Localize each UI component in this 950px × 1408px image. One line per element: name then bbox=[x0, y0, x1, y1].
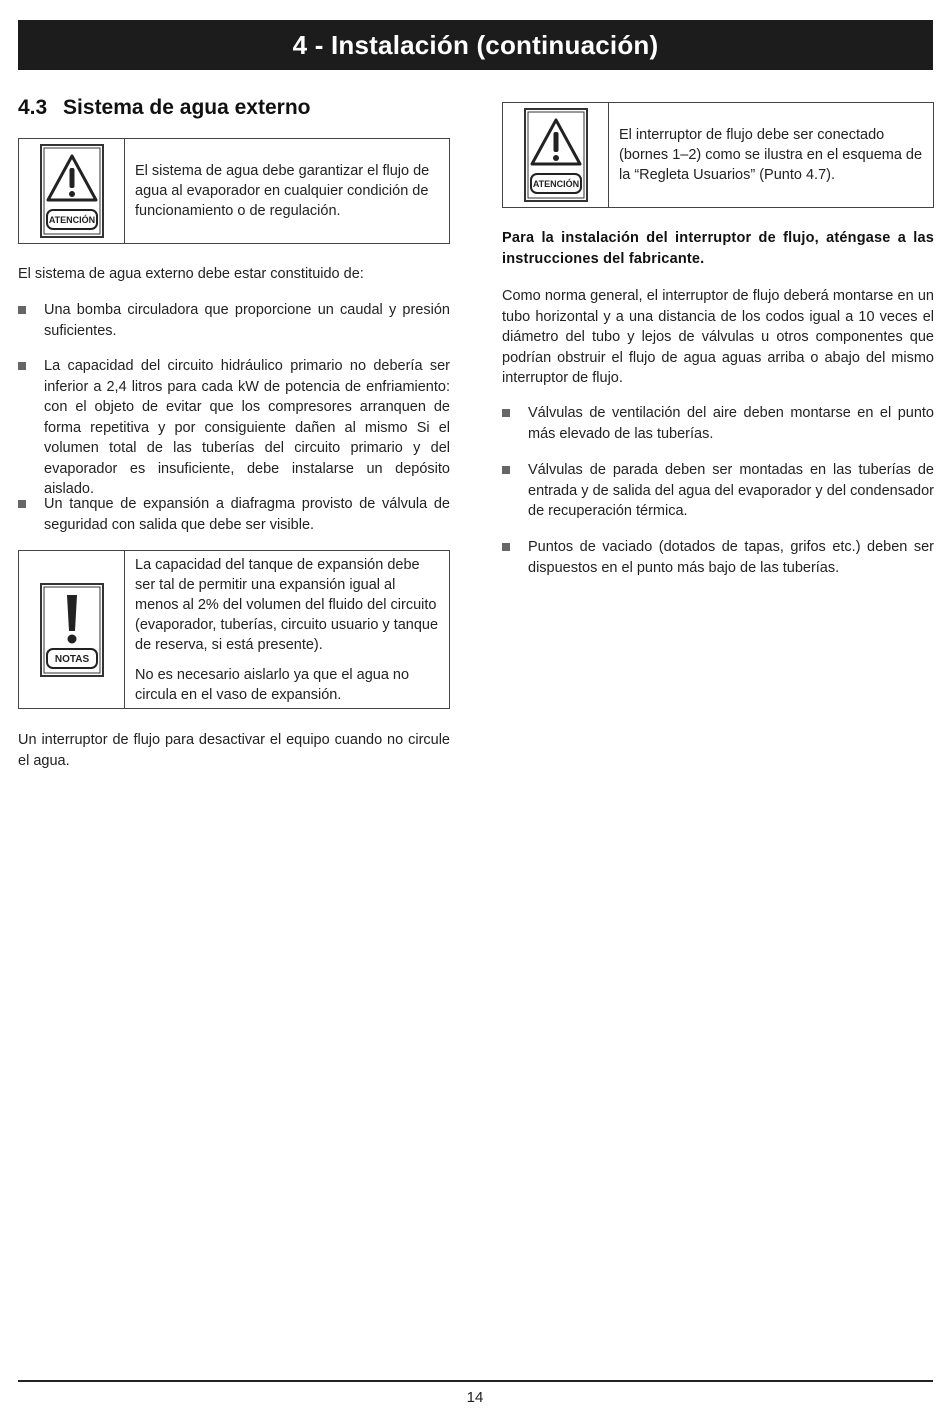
bullet-square-icon bbox=[18, 362, 26, 370]
note-box-expansion-tank bbox=[18, 550, 450, 709]
warning-triangle-icon bbox=[40, 144, 104, 238]
list-item: La capacidad del circuito hidráulico primario no debería ser inferior a 2,4 litros para cada kW de potencia de enfriamiento: con el objeto de evitar que los compresores arranquen de forma repetitiva y por consiguiente dañen al mismo Si el volumen total de las tuberías del circuito primario y del evaporador es insuficiente, debe instalarse un depósito aislado. bbox=[18, 356, 450, 500]
footer-divider bbox=[18, 1380, 933, 1382]
note-icon-cell bbox=[19, 551, 125, 708]
warning-icon-label: ATENCIÓN bbox=[48, 215, 95, 225]
bullet-square-icon bbox=[502, 409, 510, 417]
list-item: Válvulas de parada deben ser montadas en las tuberías de entrada y de salida del agua del evaporador y del condensador de recuperación térmica. bbox=[502, 460, 934, 522]
warning-icon-cell bbox=[503, 103, 609, 207]
bullet-square-icon bbox=[18, 306, 26, 314]
list-item: Un tanque de expansión a diafragma provisto de válvula de seguridad con salida que debe ser visible. bbox=[18, 494, 450, 535]
chapter-header bbox=[18, 20, 933, 70]
exclamation-note-icon bbox=[40, 583, 104, 677]
section-heading bbox=[18, 96, 450, 120]
bullet-square-icon bbox=[18, 500, 26, 508]
warning-box-water-flow bbox=[18, 138, 450, 244]
warning-text: El sistema de agua debe garantizar el flujo de agua al evaporador en cualquier condición de funcionamiento o de regulación. bbox=[135, 163, 430, 219]
intro-paragraph: El sistema de agua externo debe estar constituido de: bbox=[18, 266, 364, 282]
closing-paragraph: Un interruptor de flujo para desactivar el equipo cuando no circule el agua. bbox=[18, 732, 450, 769]
list-item: Una bomba circuladora que proporcione un caudal y presión suficientes. bbox=[18, 300, 450, 341]
warning-box-flow-switch bbox=[502, 102, 934, 208]
warning-triangle-icon bbox=[524, 108, 588, 202]
chapter-title: 4 - Instalación (continuación) bbox=[292, 29, 659, 60]
section-title: Sistema de agua externo bbox=[63, 96, 311, 119]
mounting-paragraph: Como norma general, el interruptor de flujo deberá montarse en un tubo horizontal y a una distancia de los codos igual a 10 veces el diámetro del tubo y lejos de válvulas u otros componentes que podrían obstruir el flujo de agua aguas arriba o abajo del mismo interruptor de flujo. bbox=[502, 288, 934, 386]
page-number: 14 bbox=[466, 1389, 484, 1406]
list-item: Puntos de vaciado (dotados de tapas, grifos etc.) deben ser dispuestos en el punto más bajo de las tuberías. bbox=[502, 537, 934, 578]
bullet-square-icon bbox=[502, 466, 510, 474]
bold-instructions: Para la instalación del interruptor de flujo, aténgase a las instrucciones del fabricante. bbox=[502, 230, 934, 267]
warning-text: El interruptor de flujo debe ser conectado (bornes 1–2) como se ilustra en el esquema de la “Regleta Usuarios” (Punto 4.7). bbox=[619, 127, 923, 183]
section-number: 4.3 bbox=[18, 96, 48, 119]
bullet-square-icon bbox=[502, 543, 510, 551]
note-icon-label: NOTAS bbox=[54, 653, 89, 665]
warning-icon-cell bbox=[19, 139, 125, 243]
list-item: Válvulas de ventilación del aire deben montarse en el punto más elevado de las tuberías. bbox=[502, 403, 934, 444]
warning-icon-label: ATENCIÓN bbox=[532, 179, 579, 189]
note-text-capacity: La capacidad del tanque de expansión debe ser tal de permitir una expansión igual al menos al 2% del volumen del fluido del circuito (evaporador, tuberías, circuito usuario y tanque de reserva, si está presente). bbox=[135, 556, 439, 653]
note-text-insulation: No es necesario aislarlo ya que el agua no circula en el vaso de expansión. bbox=[135, 666, 410, 703]
